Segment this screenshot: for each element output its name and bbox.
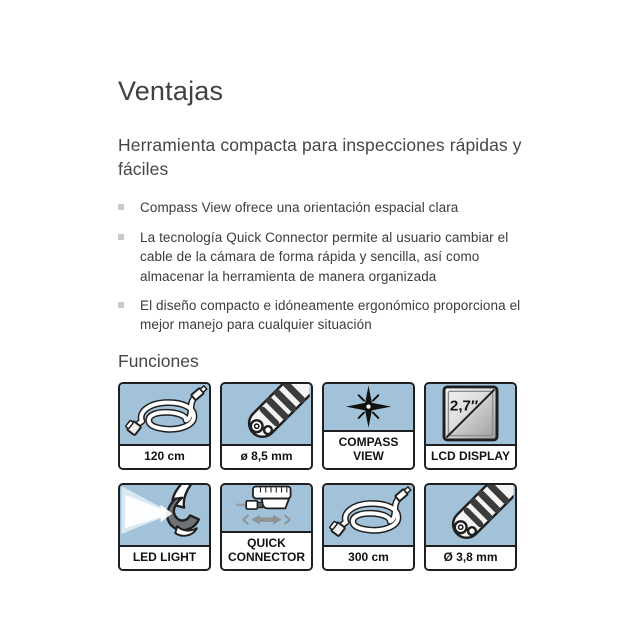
feature-tile-label: LCD DISPLAY <box>426 444 515 467</box>
feature-tile-label: LED LIGHT <box>120 545 209 568</box>
quick-connector-icon <box>222 485 311 532</box>
square-bullet-icon <box>118 234 124 240</box>
page-title: Ventajas <box>118 76 224 106</box>
section-subtitle: Herramienta compacta para inspecciones rápidas y fáciles <box>118 135 522 179</box>
list-item <box>118 228 530 286</box>
feature-tile-label: ø 8,5 mm <box>222 444 311 467</box>
feature-tile-label: 120 cm <box>120 444 209 467</box>
functions-heading: Funciones <box>118 350 199 371</box>
feature-tile-label: 300 cm <box>324 545 413 568</box>
list-item <box>118 296 530 335</box>
feature-tile-8-5mm <box>220 382 313 470</box>
cable-coil-icon <box>324 485 413 546</box>
feature-tile-lcd-display <box>424 382 517 470</box>
feature-tile-label: QUICK CONNECTOR <box>222 531 311 568</box>
benefit-text: Compass View ofrece una orientación espacial clara <box>140 200 459 216</box>
feature-tile-120cm <box>118 382 211 470</box>
feature-tile-3-8mm <box>424 483 517 571</box>
benefit-text: El diseño compacto e idóneamente ergonómico proporciona el mejor manejo para cualquier situación <box>140 298 521 333</box>
probe-head-icon <box>222 384 311 445</box>
benefit-text: La tecnología Quick Connector permite al usuario cambiar el cable de la cámara de forma rápida y sencilla, así como almacenar la herramienta de manera organizada <box>140 229 509 284</box>
feature-icon-grid <box>118 382 640 571</box>
feature-tile-label: Ø 3,8 mm <box>426 545 515 568</box>
list-item <box>118 198 530 217</box>
led-light-icon <box>120 485 209 546</box>
square-bullet-icon <box>118 302 124 308</box>
feature-tile-led-light <box>118 483 211 571</box>
feature-tile-compass-view <box>322 382 415 470</box>
probe-head-icon <box>426 485 515 546</box>
feature-tile-300cm <box>322 483 415 571</box>
cable-coil-icon <box>120 384 209 445</box>
compass-star-icon <box>324 384 413 431</box>
feature-tile-quick-connector <box>220 483 313 571</box>
benefits-list <box>118 198 530 335</box>
lcd-display-icon <box>426 384 515 445</box>
square-bullet-icon <box>118 204 124 210</box>
feature-tile-label: COMPASS VIEW <box>324 430 413 467</box>
